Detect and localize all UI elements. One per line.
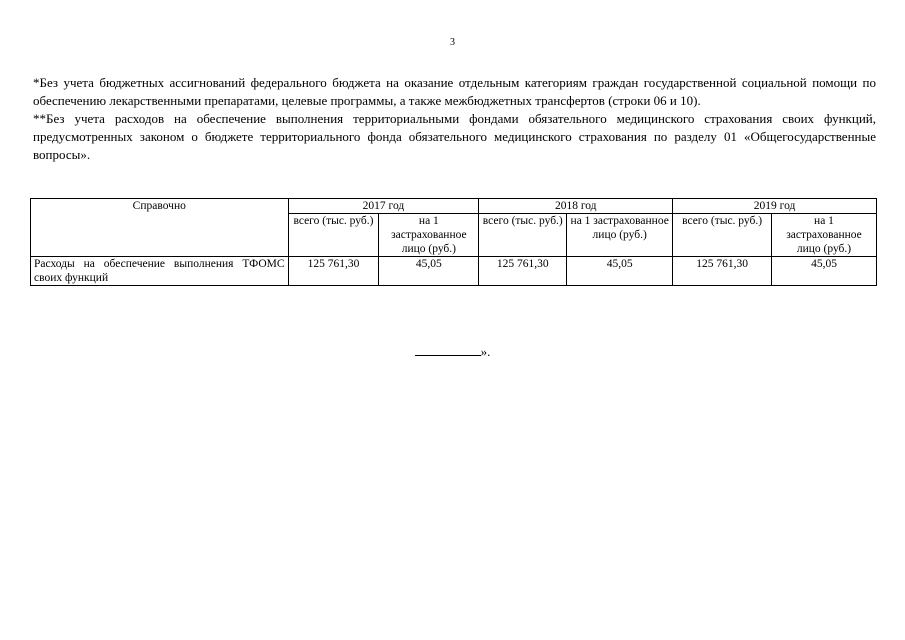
subheader-per-insured: на 1 застрахованное лицо (руб.) (379, 214, 479, 257)
subheader-total: всего (тыс. руб.) (288, 214, 379, 257)
reference-table (30, 198, 877, 286)
value-2018-per-insured: 45,05 (567, 257, 673, 286)
value-2017-total: 125 761,30 (288, 257, 379, 286)
subheader-per-insured: на 1 застрахованное лицо (руб.) (772, 214, 877, 257)
subheader-total: всего (тыс. руб.) (479, 214, 567, 257)
value-2019-per-insured: 45,05 (772, 257, 877, 286)
value-2019-total: 125 761,30 (673, 257, 772, 286)
footnotes (33, 74, 876, 164)
subheader-total: всего (тыс. руб.) (673, 214, 772, 257)
closing-mark: ». (480, 344, 491, 359)
row-label: Расходы на обеспечение выполнения ТФОМС своих функций (31, 257, 289, 286)
footnote-2: **Без учета расходов на обеспечение выполнения территориальными фондами обязательного медицинского страхования своих функций, предусмотренных законом о бюджете территориального фонда обязательного медицинского страхования по разделу 01 «Общегосударственные вопросы». (33, 111, 876, 162)
footnote-1: *Без учета бюджетных ассигнований федерального бюджета на оказание отдельным категориям граждан государственной социальной помощи по обеспечению лекарственными препаратами, целевые программы, а также межбюджетных трансфертов (строки 06 и 10). (33, 75, 876, 108)
subheader-per-insured: на 1 застрахованное лицо (руб.) (567, 214, 673, 257)
table-header-row (31, 199, 877, 214)
closing-line (0, 344, 905, 360)
header-label: Справочно (31, 199, 289, 257)
value-2017-per-insured: 45,05 (379, 257, 479, 286)
year-header-2019: 2019 год (673, 199, 877, 214)
year-header-2018: 2018 год (479, 199, 673, 214)
table-row (31, 257, 877, 286)
year-header-2017: 2017 год (288, 199, 479, 214)
value-2018-total: 125 761,30 (479, 257, 567, 286)
signature-blank-line (415, 344, 481, 356)
page-number: 3 (450, 37, 455, 48)
